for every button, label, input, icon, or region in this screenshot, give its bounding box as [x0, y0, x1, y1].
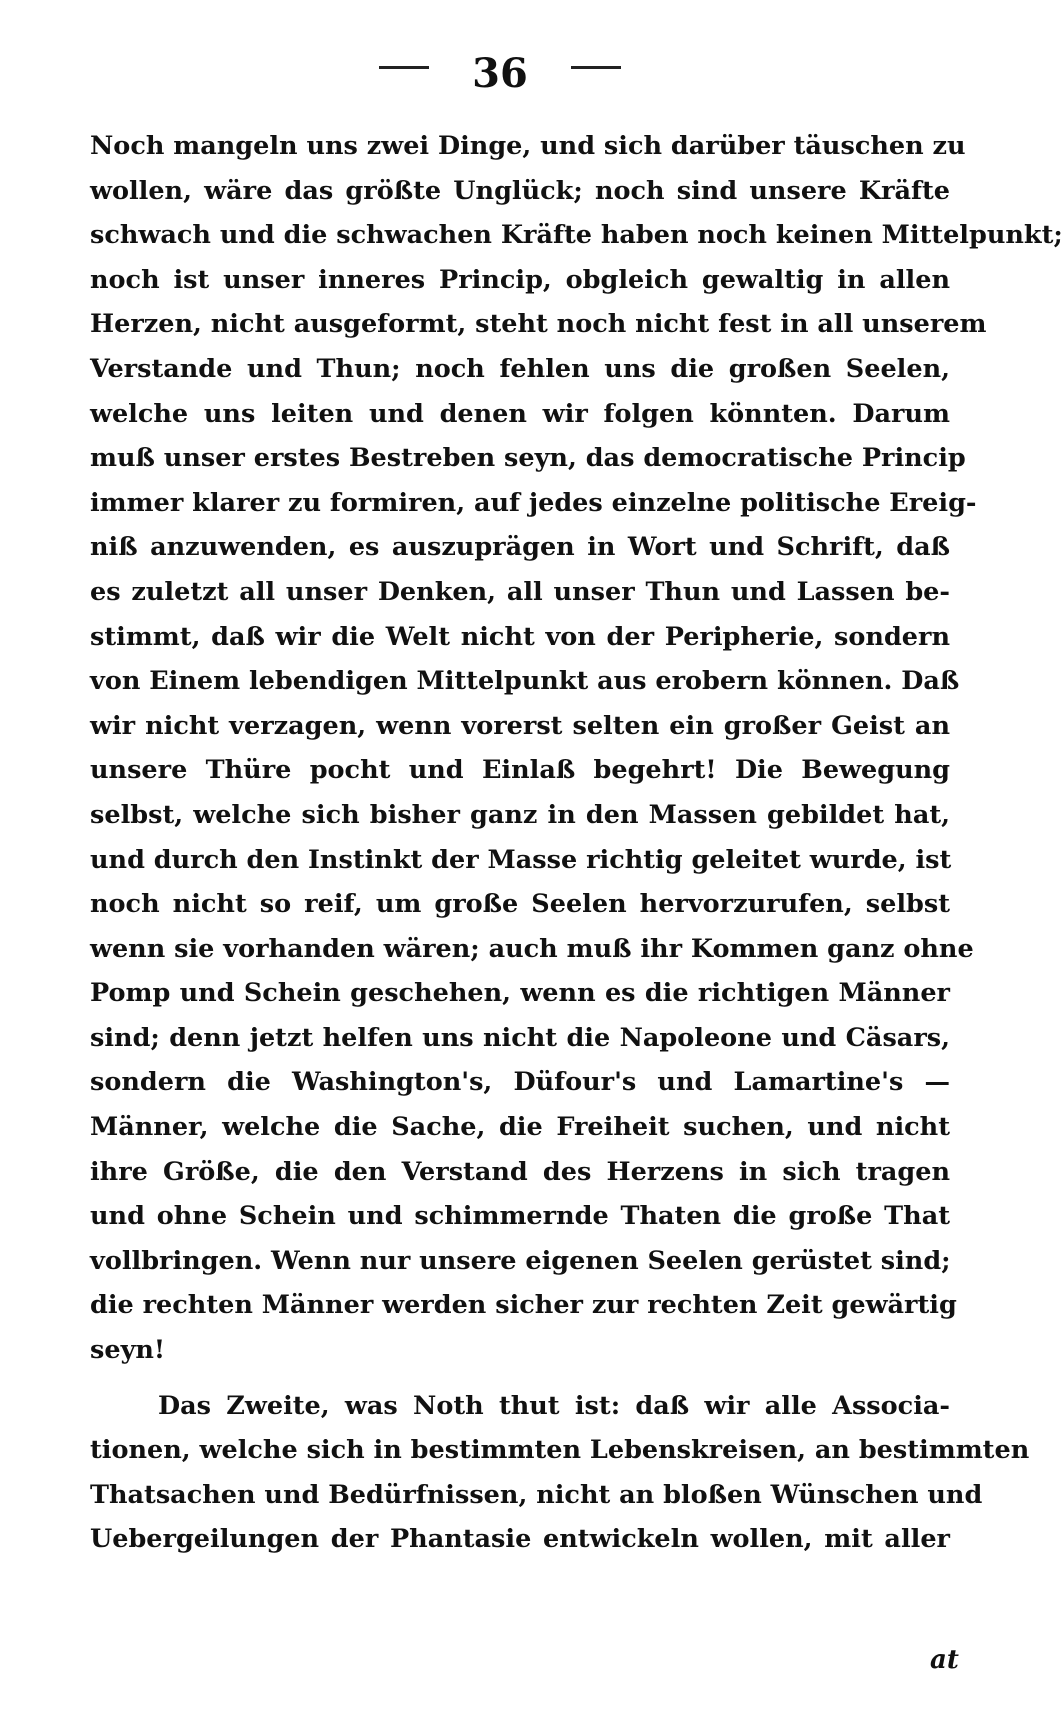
text-line: seyn!: [90, 1335, 166, 1366]
text-line: tionen, welche sich in bestimmten Lebenskreisen, an bestimmten: [90, 1435, 1030, 1466]
text-line: stimmt, daß wir die Welt nicht von der Peripherie, sondern: [90, 621, 950, 652]
catchword: at: [930, 1645, 959, 1675]
text-line: es zuletzt all unser Denken, all unser Thun und Lassen be-: [90, 576, 950, 607]
text-line: sondern die Washington's, Düfour's und Lamartine's —: [90, 1067, 950, 1098]
text-line: die rechten Männer werden sicher zur rechten Zeit gewärtig: [90, 1290, 957, 1321]
text-line: wollen, wäre das größte Unglück; noch sind unsere Kräfte: [90, 175, 950, 206]
text-line: Herzen, nicht ausgeformt, steht noch nicht fest in all unserem: [90, 309, 987, 340]
text-line: selbst, welche sich bisher ganz in den Massen gebildet hat,: [90, 799, 950, 830]
text-line: Pomp und Schein geschehen, wenn es die richtigen Männer: [90, 978, 950, 1009]
text-line: ihre Größe, die den Verstand des Herzens in sich tragen: [90, 1156, 950, 1187]
text-line: sind; denn jetzt helfen uns nicht die Napoleone und Cäsars,: [90, 1022, 950, 1053]
text-line: Männer, welche die Sache, die Freiheit suchen, und nicht: [90, 1112, 950, 1143]
text-line: Uebergeilungen der Phantasie entwickeln wollen, mit aller: [90, 1524, 950, 1555]
text-line: immer klarer zu formiren, auf jedes einzelne politische Ereig-: [90, 487, 977, 518]
text-line: noch ist unser inneres Princip, obgleich gewaltig in allen: [90, 264, 950, 295]
text-line: schwach und die schwachen Kräfte haben noch keinen Mittelpunkt;: [90, 220, 1063, 251]
text-line: unsere Thüre pocht und Einlaß begehrt! Die Bewegung: [90, 755, 950, 786]
page-header: [0, 50, 1000, 110]
text-line: von Einem lebendigen Mittelpunkt aus erobern können. Daß: [90, 666, 960, 697]
text-line: Noch mangeln uns zwei Dinge, und sich darüber täuschen zu: [90, 131, 966, 161]
text-body: [90, 124, 1063, 1562]
text-line: wenn sie vorhanden wären; auch muß ihr Kommen ganz ohne: [90, 933, 974, 964]
page-number: 36: [472, 50, 528, 97]
text-line: welche uns leiten und denen wir folgen könnten. Darum: [90, 398, 950, 429]
text-line: niß anzuwenden, es auszuprägen in Wort und Schrift, daß: [90, 532, 950, 563]
text-line: Das Zweite, was Noth thut ist: daß wir alle Associa-: [158, 1390, 950, 1421]
text-line: noch nicht so reif, um große Seelen hervorzurufen, selbst: [90, 889, 950, 920]
text-line: wir nicht verzagen, wenn vorerst selten ein großer Geist an: [90, 710, 950, 741]
text-line: Verstande und Thun; noch fehlen uns die großen Seelen,: [90, 353, 950, 384]
header-left-dash: [379, 66, 429, 69]
text-line: muß unser erstes Bestreben seyn, das democratische Princip: [90, 443, 966, 474]
header-right-dash: [571, 66, 621, 69]
text-line: vollbringen. Wenn nur unsere eigenen Seelen gerüstet sind;: [90, 1245, 951, 1276]
text-line: und ohne Schein und schimmernde Thaten die große That: [90, 1201, 950, 1232]
text-line: Thatsachen und Bedürfnissen, nicht an bloßen Wünschen und: [90, 1479, 983, 1510]
text-line: und durch den Instinkt der Masse richtig geleitet wurde, ist: [90, 844, 952, 875]
